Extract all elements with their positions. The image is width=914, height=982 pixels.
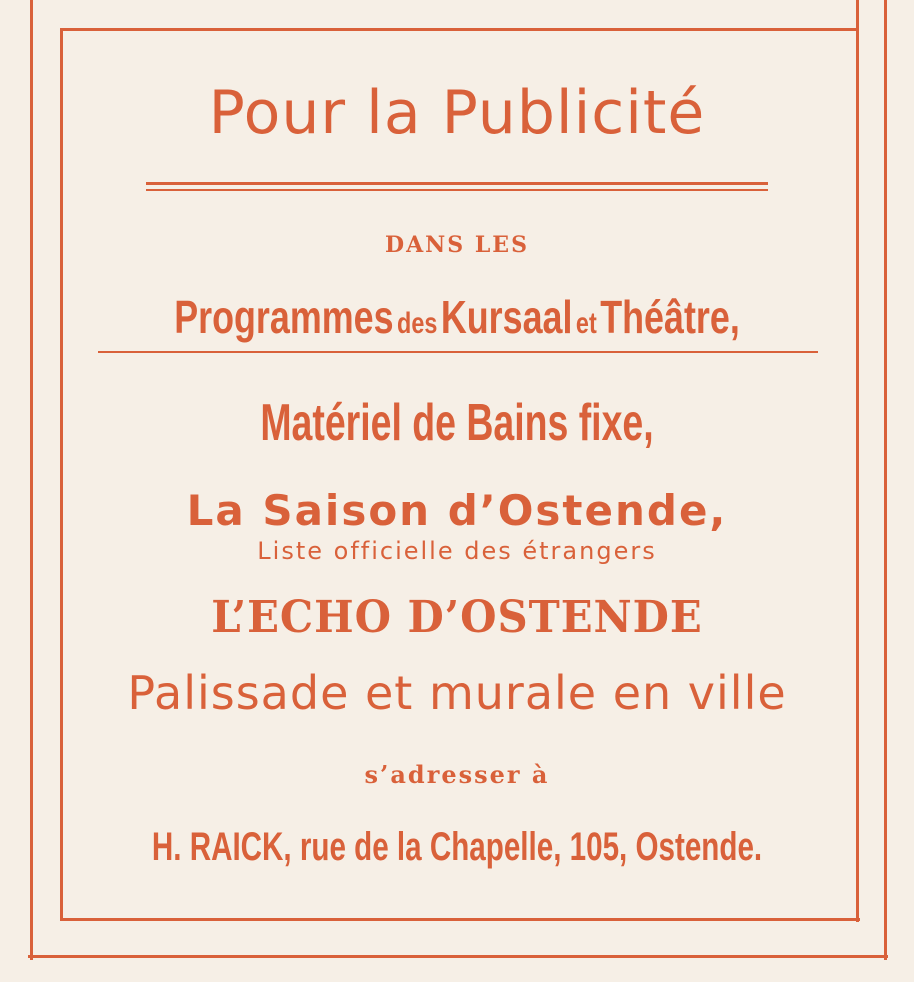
palissade-text: Palissade et murale en ville bbox=[127, 666, 787, 720]
heading-underline-top bbox=[146, 182, 768, 185]
echo-text: L’ECHO D’OSTENDE bbox=[211, 592, 703, 643]
kursaal-word: Kursaal bbox=[440, 291, 573, 343]
page-heading: Pour la Publicité bbox=[208, 78, 706, 148]
des-word: des bbox=[397, 307, 438, 340]
materiel-text: Matériel de Bains fixe, bbox=[260, 394, 654, 452]
frame-top-rule bbox=[62, 28, 858, 31]
theatre-word: Théâtre, bbox=[600, 291, 740, 343]
frame-bottom-rule-outer bbox=[28, 955, 888, 958]
saison-text: La Saison d’Ostende, bbox=[186, 486, 728, 535]
programmes-line bbox=[101, 290, 814, 344]
liste-text: Liste officielle des étrangers bbox=[257, 537, 657, 565]
frame-bottom-rule-inner bbox=[60, 918, 860, 921]
et-word: et bbox=[575, 307, 597, 340]
programmes-word: Programmes bbox=[174, 291, 394, 343]
heading-underline-bottom bbox=[146, 189, 768, 191]
dans-les-text: DANS LES bbox=[385, 232, 529, 258]
programmes-underline bbox=[98, 351, 818, 353]
adresser-text: s’adresser à bbox=[364, 760, 550, 789]
contact-address: H. RAICK, rue de la Chapelle, 105, Ostende. bbox=[151, 825, 763, 869]
